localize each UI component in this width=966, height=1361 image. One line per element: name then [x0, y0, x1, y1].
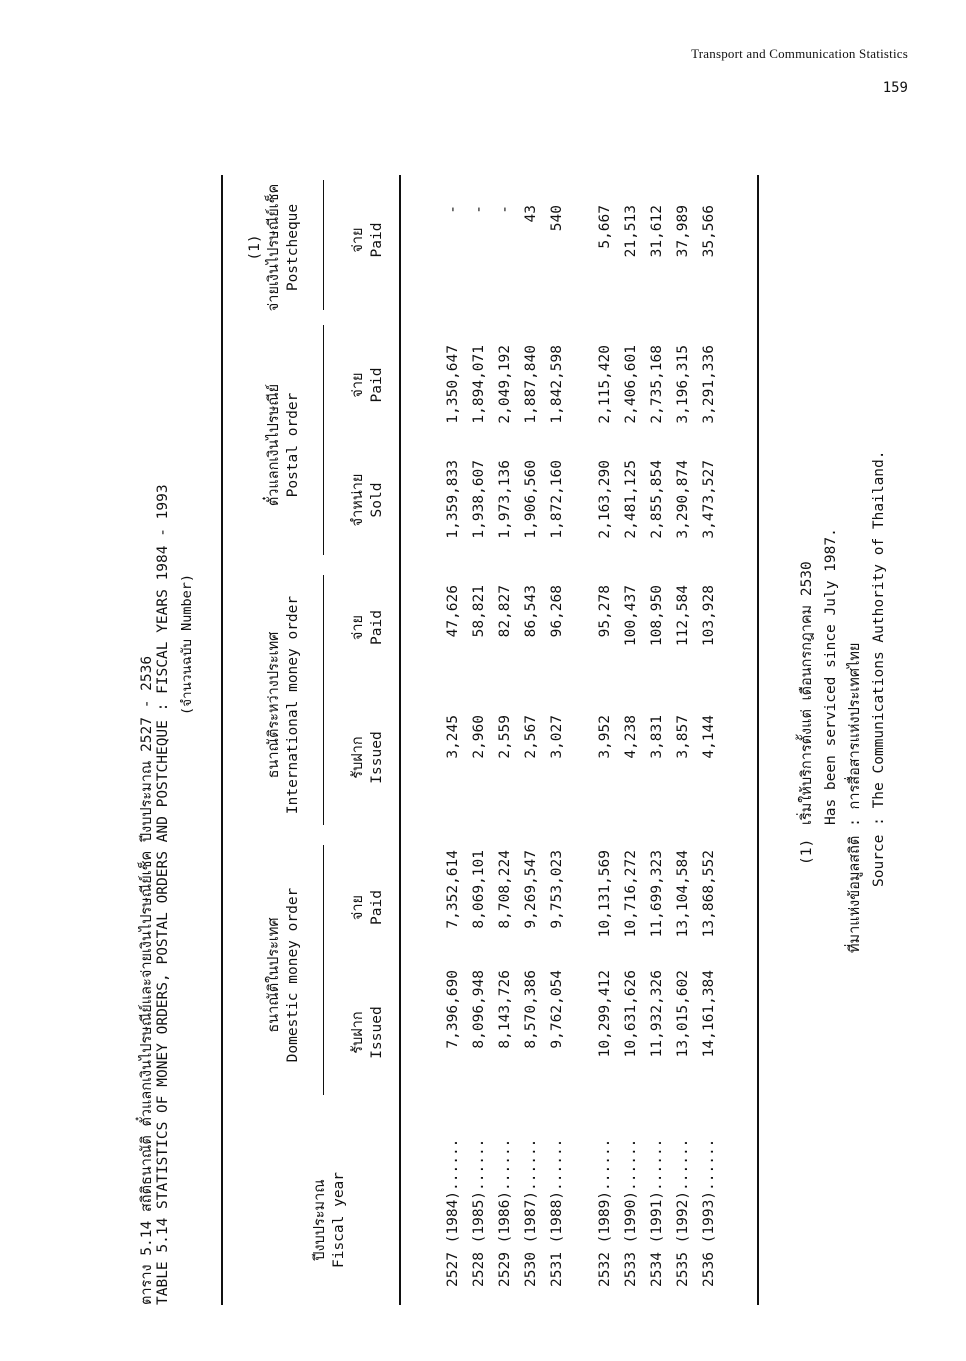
cell-international-issued: 4,144: [701, 715, 717, 759]
cell-postal-paid: 1,350,647: [445, 345, 461, 424]
cell-international-paid: 108,950: [649, 585, 665, 647]
cell-postal-sold: 1,872,160: [549, 460, 565, 539]
cell-postal-paid: 2,049,192: [497, 345, 513, 424]
table-header-rule: [399, 175, 401, 1305]
source-thai: ที่มาแห่งข้อมูลสถิติ : การสื่อสารแห่งประเทศไทย: [847, 642, 863, 953]
cell-domestic-issued: 13,015,602: [675, 970, 691, 1058]
cell-domestic-paid: 8,069,101: [471, 850, 487, 929]
cell-fiscal-year: 2535 (1992)......: [675, 1138, 691, 1287]
cell-postcheque-paid: 37,989: [675, 205, 691, 258]
cell-international-paid: 86,543: [523, 585, 539, 638]
cell-international-paid: 47,626: [445, 585, 461, 638]
cell-domestic-paid: 9,269,547: [523, 850, 539, 929]
table-row: [549, 175, 573, 1305]
cell-international-issued: 2,567: [523, 715, 539, 759]
subheader-postcheque-paid: จ่าย Paid: [350, 222, 385, 258]
cell-domestic-issued: 8,570,386: [523, 970, 539, 1049]
cell-domestic-issued: 10,299,412: [597, 970, 613, 1058]
cell-postcheque-paid: -: [497, 205, 513, 214]
table-row: [623, 175, 647, 1305]
cell-fiscal-year: 2528 (1985)......: [471, 1138, 487, 1287]
header-fiscal-year: ปีงบประมาณ Fiscal year: [312, 1171, 347, 1269]
table-row: [445, 175, 469, 1305]
cell-postal-sold: 2,481,125: [623, 460, 639, 539]
table-row: [523, 175, 547, 1305]
cell-postal-sold: 2,163,290: [597, 460, 613, 539]
cell-domestic-paid: 13,104,584: [675, 850, 691, 938]
header-international: ธนาณัติระหว่างประเทศ International money order: [266, 595, 301, 815]
cell-fiscal-year: 2527 (1984)......: [445, 1138, 461, 1287]
postal-underline: [323, 325, 324, 555]
international-underline: [323, 575, 324, 825]
subheader-international-paid: จ่าย Paid: [350, 610, 385, 645]
cell-domestic-issued: 9,762,054: [549, 970, 565, 1049]
cell-domestic-paid: 13,868,552: [701, 850, 717, 938]
cell-domestic-paid: 9,753,023: [549, 850, 565, 929]
table-title-thai: ตาราง 5.14 สถิติธนาณัติ ตั๋วแลกเงินไปรษณีย์และจ่ายเงินไปรษณีย์เช็ค ปีงบประมาณ 2527 - 2536: [139, 655, 155, 1305]
cell-postal-paid: 2,406,601: [623, 345, 639, 424]
cell-postcheque-paid: 540: [549, 205, 565, 232]
cell-domestic-paid: 8,708,224: [497, 850, 513, 929]
note-thai: เริ่มให้บริการตั้งแต่ เดือนกรกฎาคม 2530: [799, 561, 815, 825]
cell-international-paid: 103,928: [701, 585, 717, 647]
cell-international-paid: 82,827: [497, 585, 513, 638]
cell-postcheque-paid: 21,513: [623, 205, 639, 258]
cell-international-issued: 3,831: [649, 715, 665, 759]
cell-postal-paid: 2,115,420: [597, 345, 613, 424]
cell-fiscal-year: 2534 (1991)......: [649, 1138, 665, 1287]
subheader-international-issued: รับฝาก Issued: [350, 731, 385, 784]
cell-domestic-issued: 7,396,690: [445, 970, 461, 1049]
cell-postal-paid: 1,894,071: [471, 345, 487, 424]
table-unit: (จำนวนฉบับ Number): [179, 573, 195, 715]
header-domestic: ธนาณัติในประเทศ Domestic money order: [266, 887, 301, 1063]
subheader-domestic-paid: จ่าย Paid: [350, 890, 385, 925]
running-header: Transport and Communication Statistics: [691, 46, 908, 61]
subheader-postal-sold: จำหน่าย Sold: [350, 473, 385, 527]
cell-postcheque-paid: 35,566: [701, 205, 717, 258]
cell-domestic-issued: 11,932,326: [649, 970, 665, 1058]
subheader-postal-paid: จ่าย Paid: [350, 367, 385, 403]
cell-international-issued: 3,857: [675, 715, 691, 759]
page-number: 159: [882, 80, 908, 96]
cell-international-issued: 2,960: [471, 715, 487, 759]
cell-domestic-paid: 10,131,569: [597, 850, 613, 938]
table-row: [675, 175, 699, 1305]
cell-postal-sold: 1,906,560: [523, 460, 539, 539]
subheader-domestic-issued: รับฝาก Issued: [350, 1006, 385, 1059]
cell-postcheque-paid: -: [471, 205, 487, 214]
cell-postcheque-paid: -: [445, 205, 461, 214]
cell-postal-paid: 1,842,598: [549, 345, 565, 424]
note-english: Has been serviced since July 1987.: [823, 528, 839, 825]
table-row: [471, 175, 495, 1305]
cell-domestic-issued: 10,631,626: [623, 970, 639, 1058]
cell-postal-sold: 3,290,874: [675, 460, 691, 539]
cell-postal-sold: 2,855,854: [649, 460, 665, 539]
cell-postal-sold: 1,973,136: [497, 460, 513, 539]
postcheque-underline: [323, 180, 324, 310]
cell-domestic-paid: 10,716,272: [623, 850, 639, 938]
cell-postcheque-paid: 31,612: [649, 205, 665, 258]
cell-domestic-issued: 14,161,384: [701, 970, 717, 1058]
header-postcheque: (1) จ่ายเงินไปรษณีย์เช็ค Postcheque: [247, 183, 301, 312]
table-row: [649, 175, 673, 1305]
cell-domestic-issued: 8,143,726: [497, 970, 513, 1049]
cell-international-paid: 112,584: [675, 585, 691, 647]
domestic-underline: [323, 845, 324, 1095]
cell-domestic-paid: 7,352,614: [445, 850, 461, 929]
cell-international-paid: 100,437: [623, 585, 639, 647]
table-bottom-rule: [757, 175, 759, 1305]
table-top-rule: [221, 175, 223, 1305]
cell-fiscal-year: 2533 (1990)......: [623, 1138, 639, 1287]
cell-postcheque-paid: 5,667: [597, 205, 613, 249]
cell-postal-sold: 3,473,527: [701, 460, 717, 539]
cell-postal-paid: 1,887,840: [523, 345, 539, 424]
cell-international-paid: 95,278: [597, 585, 613, 638]
table-title-english: TABLE 5.14 STATISTICS OF MONEY ORDERS, POSTAL ORDERS AND POSTCHEQUE : FISCAL YEARS 1984 - 1993: [155, 484, 171, 1305]
cell-international-paid: 58,821: [471, 585, 487, 638]
cell-international-paid: 96,268: [549, 585, 565, 638]
cell-domestic-paid: 11,699,323: [649, 850, 665, 938]
cell-postal-paid: 3,291,336: [701, 345, 717, 424]
note-marker: (1): [799, 838, 815, 865]
cell-international-issued: 3,245: [445, 715, 461, 759]
cell-postal-paid: 3,196,315: [675, 345, 691, 424]
cell-international-issued: 2,559: [497, 715, 513, 759]
cell-fiscal-year: 2536 (1993)......: [701, 1138, 717, 1287]
cell-postcheque-paid: 43: [523, 205, 539, 223]
table-row: [497, 175, 521, 1305]
rotated-table-area: [135, 135, 905, 1305]
cell-postal-sold: 1,359,833: [445, 460, 461, 539]
cell-domestic-issued: 8,096,948: [471, 970, 487, 1049]
table-row: [701, 175, 725, 1305]
cell-international-issued: 3,952: [597, 715, 613, 759]
cell-fiscal-year: 2532 (1989)......: [597, 1138, 613, 1287]
cell-international-issued: 3,027: [549, 715, 565, 759]
header-postal-order: ตั๋วแลกเงินไปรษณีย์ Postal order: [266, 383, 301, 507]
cell-international-issued: 4,238: [623, 715, 639, 759]
cell-fiscal-year: 2531 (1988)......: [549, 1138, 565, 1287]
table-row: [597, 175, 621, 1305]
cell-postal-sold: 1,938,607: [471, 460, 487, 539]
source-english: Source : The Communications Authority of Thailand.: [871, 450, 887, 887]
cell-postal-paid: 2,735,168: [649, 345, 665, 424]
cell-fiscal-year: 2530 (1987)......: [523, 1138, 539, 1287]
cell-fiscal-year: 2529 (1986)......: [497, 1138, 513, 1287]
